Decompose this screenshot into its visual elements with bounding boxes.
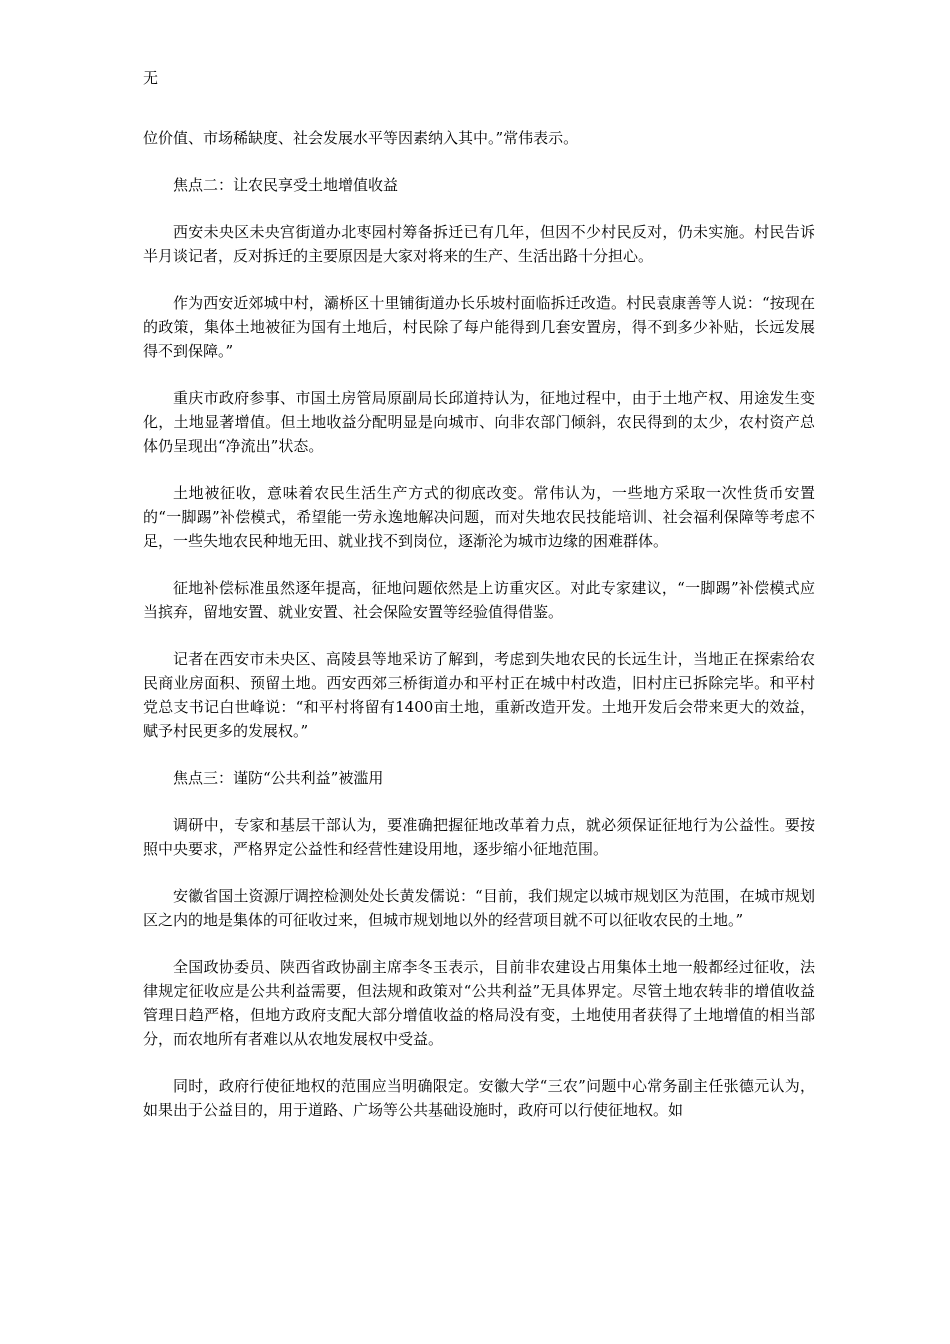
paragraph: 西安未央区未央宫街道办北枣园村筹备拆迁已有几年，但因不少村民反对，仍未实施。村民告诉半月谈记者，反对拆迁的主要原因是大家对将来的生产、生活出路十分担心。 — [143, 223, 815, 265]
section-heading: 焦点三：谨防“公共利益”被滥用 — [173, 769, 384, 787]
paragraph: 重庆市政府参事、市国土房管局原副局长邱道持认为，征地过程中，由于土地产权、用途发生变化，土地显著增值。但土地收益分配明显是向城市、向非农部门倾斜，农民得到的太少，农村资产总体仍呈现出“净流出”状态。 — [143, 389, 815, 455]
paragraph: 全国政协委员、陕西省政协副主席李冬玉表示，目前非农建设占用集体土地一般都经过征收，法律规定征收应是公共利益需要，但法规和政策对“公共利益”无具体界定。尽管土地农转非的增值收益管理日趋严格，但地方政府支配大部分增值收益的格局没有变，土地使用者获得了土地增值的相当部分，而农地所有者难以从农地发展权中受益。 — [143, 958, 815, 1048]
paragraph: 征地补偿标准虽然逐年提高，征地问题依然是上访重灾区。对此专家建议，“一脚踢”补偿模式应当摈弃，留地安置、就业安置、社会保险安置等经验值得借鉴。 — [143, 579, 815, 621]
paragraph: 土地被征收，意味着农民生活生产方式的彻底改变。常伟认为，一些地方采取一次性货币安置的“一脚踢”补偿模式，希望能一劳永逸地解决问题，而对失地农民技能培训、社会福利保障等考虑不足，一些失地农民种地无田、就业找不到岗位，逐渐沦为城市边缘的困难群体。 — [143, 484, 815, 550]
page-header: 无 — [143, 69, 159, 87]
paragraph: 记者在西安市未央区、高陵县等地采访了解到，考虑到失地农民的长远生计，当地正在探索给农民商业房面积、预留土地。西安西郊三桥街道办和平村正在城中村改造，旧村庄已拆除完毕。和平村党总支书记白世峰说：“和平村将留有1400亩土地，重新改造开发。土地开发后会带来更大的效益，赋予村民更多的发展权。” — [143, 650, 815, 740]
paragraph: 安徽省国土资源厅调控检测处处长黄发儒说：“目前，我们规定以城市规划区为范围，在城市规划区之内的地是集体的可征收过来，但城市规划地以外的经营项目就不可以征收农民的土地。” — [143, 887, 815, 929]
article-body — [143, 126, 815, 1145]
paragraph: 作为西安近郊城中村，灞桥区十里铺街道办长乐坡村面临拆迁改造。村民袁康善等人说：“按现在的政策，集体土地被征为国有土地后，村民除了每户能得到几套安置房，得不到多少补贴，长远发展得不到保障。” — [143, 294, 815, 360]
paragraph: 调研中，专家和基层干部认为，要准确把握征地改革着力点，就必须保证征地行为公益性。要按照中央要求，严格界定公益性和经营性建设用地，逐步缩小征地范围。 — [143, 816, 815, 858]
section-heading: 焦点二：让农民享受土地增值收益 — [173, 176, 399, 194]
paragraph: 位价值、市场稀缺度、社会发展水平等因素纳入其中。”常伟表示。 — [143, 129, 579, 147]
paragraph: 同时，政府行使征地权的范围应当明确限定。安徽大学“三农”问题中心常务副主任张德元认为，如果出于公益目的，用于道路、广场等公共基础设施时，政府可以行使征地权。如 — [143, 1077, 815, 1119]
